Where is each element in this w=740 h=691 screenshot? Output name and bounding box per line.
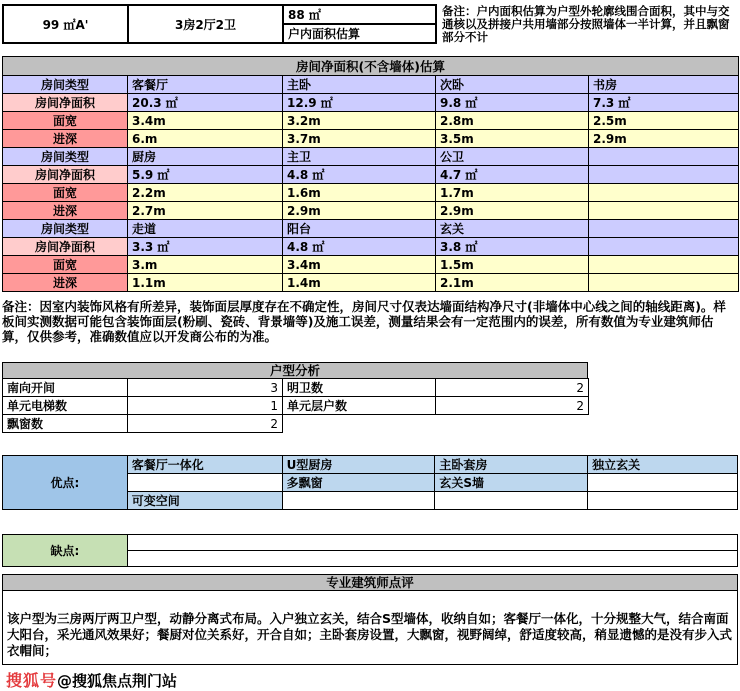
header-note: 备注：户内面积估算为户型外轮廓线围合面积，其中与交通核以及拼接户共用墙部分按照墙体一半计算，并且飘窗部分不计 — [442, 4, 730, 44]
cons-label: 缺点: — [3, 535, 128, 567]
table-row — [3, 535, 738, 551]
pros-cell: 主卧套房 — [435, 456, 588, 474]
analysis-value: 3 — [128, 379, 283, 397]
room-cell — [589, 202, 739, 220]
row-label: 房间净面积 — [3, 166, 128, 184]
table-row — [3, 256, 739, 274]
table-row — [3, 5, 436, 24]
unit-layout-cell: 3房2厅2卫 — [128, 5, 283, 43]
room-cell: 3.3 ㎡ — [128, 238, 283, 256]
row-label: 面宽 — [3, 112, 128, 130]
row-label: 房间净面积 — [3, 94, 128, 112]
room-cell: 阳台 — [283, 220, 436, 238]
room-cell: 7.3 ㎡ — [589, 94, 739, 112]
room-cell: 2.2m — [128, 184, 283, 202]
analysis-value: 2 — [436, 397, 589, 415]
sohu-account-name: @搜狐焦点荆门站 — [57, 672, 178, 690]
analysis-value: 1 — [128, 397, 283, 415]
pros-cell: 多飘窗 — [282, 474, 435, 492]
analysis-label: 飘窗数 — [3, 415, 128, 433]
room-cell: 4.8 ㎡ — [283, 166, 436, 184]
table-row — [3, 415, 589, 433]
pros-cell — [127, 474, 282, 492]
table-row — [3, 112, 739, 130]
row-label: 进深 — [3, 130, 128, 148]
unit-summary-table — [2, 4, 437, 44]
room-cell — [589, 238, 739, 256]
room-cell — [589, 220, 739, 238]
room-cell: 4.8 ㎡ — [283, 238, 436, 256]
room-table-title: 房间净面积(不含墙体)估算 — [3, 57, 739, 76]
room-cell — [589, 256, 739, 274]
table-row — [3, 397, 589, 415]
table-row — [3, 274, 739, 292]
room-cell: 3.2m — [283, 112, 436, 130]
pros-cell: U型厨房 — [282, 456, 435, 474]
analysis-label: 明卫数 — [283, 379, 436, 397]
room-cell: 1.6m — [283, 184, 436, 202]
inner-area-label-cell: 户内面积估算 — [283, 24, 436, 43]
room-cell: 1.4m — [283, 274, 436, 292]
row-label: 面宽 — [3, 184, 128, 202]
room-cell — [589, 166, 739, 184]
table-row — [3, 202, 739, 220]
analysis-label: 单元层户数 — [283, 397, 436, 415]
row-label: 进深 — [3, 202, 128, 220]
room-cell: 12.9 ㎡ — [283, 94, 436, 112]
table-row — [3, 76, 739, 94]
analysis-label: 南向开间 — [3, 379, 128, 397]
row-label: 房间类型 — [3, 148, 128, 166]
room-cell — [589, 274, 739, 292]
review-text: 该户型为三房两厅两卫户型，动静分离式布局。入户独立玄关，结合S型墙体，收纳自如；客餐厅一体化，十分规整大气，结合南面大阳台，采光通风效果好；餐厨对位关系好，开合自如；主卧套房设置，大飘窗，视野阔绰，舒适度较高，稍显遗憾的是没有步入式衣帽间； — [7, 611, 733, 658]
analysis-value: 2 — [128, 415, 283, 433]
cons-cell — [127, 551, 737, 567]
sohu-watermark — [2, 668, 738, 691]
table-row — [3, 166, 739, 184]
room-cell: 2.1m — [436, 274, 589, 292]
analysis-label: 单元电梯数 — [3, 397, 128, 415]
row-label: 房间类型 — [3, 220, 128, 238]
pros-cell: 玄关S墙 — [435, 474, 588, 492]
room-cell: 公卫 — [436, 148, 589, 166]
room-cell: 玄关 — [436, 220, 589, 238]
room-cell — [589, 184, 739, 202]
room-cell: 3.m — [128, 256, 283, 274]
room-cell: 1.1m — [128, 274, 283, 292]
sheet-header — [2, 4, 738, 44]
room-cell: 主卧 — [283, 76, 436, 94]
analysis-title: 户型分析 — [2, 362, 588, 379]
table-row — [3, 379, 589, 397]
pros-table — [2, 455, 738, 510]
room-cell: 3.5m — [436, 130, 589, 148]
row-label: 房间净面积 — [3, 238, 128, 256]
room-cell: 3.7m — [283, 130, 436, 148]
room-cell: 2.9m — [436, 202, 589, 220]
table-row — [3, 184, 739, 202]
sohu-logo: 搜狐号 — [6, 671, 58, 690]
inner-area-value-cell: 88 ㎡ — [283, 5, 436, 24]
pros-cell: 独立玄关 — [588, 456, 738, 474]
room-cell: 1.7m — [436, 184, 589, 202]
measurement-disclaimer: 备注：因室内装饰风格有所差异，装饰面层厚度存在不确定性，房间尺寸仅表达墙面结构净尺寸(非墙体中心线之间的轴线距离)。样板间实测数据可能包含装饰面层(粉刷、瓷砖、背景墙等)及施工误差，测量结果会有一定范围内的误差，所有数值为专业建筑师估算，仅供参考，准确数值应以开发商公布的为准。 — [2, 299, 726, 344]
room-cell: 2.9m — [589, 130, 739, 148]
room-cell: 4.7 ㎡ — [436, 166, 589, 184]
room-cell: 客餐厅 — [128, 76, 283, 94]
room-cell: 1.5m — [436, 256, 589, 274]
table-row — [3, 238, 739, 256]
room-cell: 2.7m — [128, 202, 283, 220]
pros-cell: 客餐厅一体化 — [127, 456, 282, 474]
row-label: 面宽 — [3, 256, 128, 274]
room-cell: 厨房 — [128, 148, 283, 166]
table-row — [3, 57, 739, 76]
pros-cell — [435, 492, 588, 510]
pros-cell — [282, 492, 435, 510]
room-cell: 书房 — [589, 76, 739, 94]
table-row — [3, 456, 738, 474]
pros-cell — [588, 474, 738, 492]
analysis-table — [2, 378, 589, 433]
room-cell: 2.9m — [283, 202, 436, 220]
room-cell: 走道 — [128, 220, 283, 238]
row-label: 进深 — [3, 274, 128, 292]
room-area-table — [2, 56, 739, 292]
pros-cell: 可变空间 — [127, 492, 282, 510]
review-box — [2, 590, 738, 665]
room-cell: 次卧 — [436, 76, 589, 94]
room-cell — [589, 148, 739, 166]
row-label: 房间类型 — [3, 76, 128, 94]
room-cell: 3.4m — [283, 256, 436, 274]
cons-table — [2, 534, 738, 567]
review-title: 专业建筑师点评 — [2, 574, 738, 591]
room-cell: 主卫 — [283, 148, 436, 166]
pros-cell — [588, 492, 738, 510]
room-cell: 3.8 ㎡ — [436, 238, 589, 256]
room-cell: 2.8m — [436, 112, 589, 130]
room-cell: 5.9 ㎡ — [128, 166, 283, 184]
room-cell: 9.8 ㎡ — [436, 94, 589, 112]
analysis-value: 2 — [436, 379, 589, 397]
room-cell: 6.m — [128, 130, 283, 148]
room-cell: 2.5m — [589, 112, 739, 130]
cons-cell — [127, 535, 737, 551]
unit-area-cell: 99 ㎡A' — [3, 5, 128, 43]
room-cell: 20.3 ㎡ — [128, 94, 283, 112]
table-row — [3, 148, 739, 166]
room-cell: 3.4m — [128, 112, 283, 130]
table-row — [3, 220, 739, 238]
pros-label: 优点: — [3, 456, 128, 510]
table-row — [3, 130, 739, 148]
table-row — [3, 94, 739, 112]
